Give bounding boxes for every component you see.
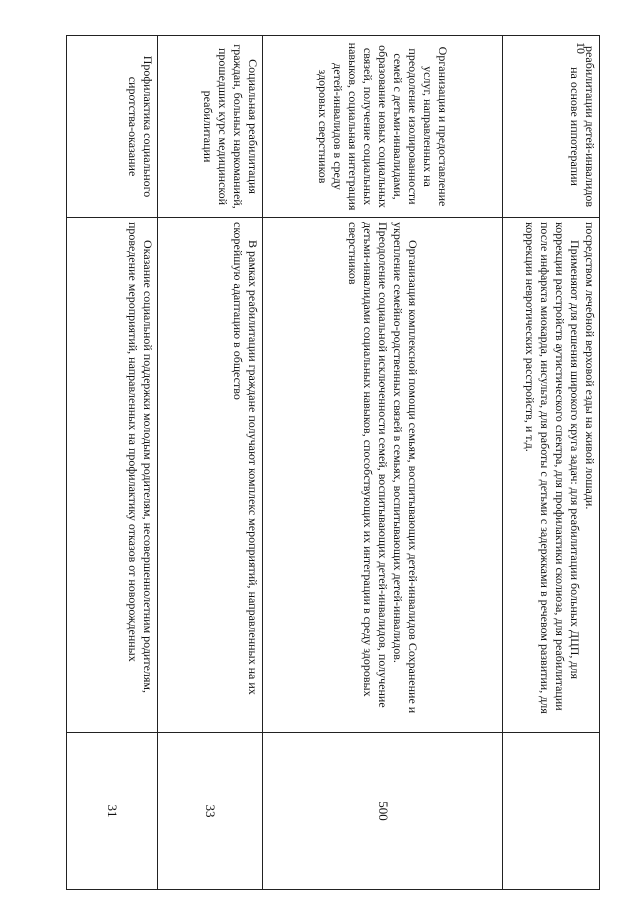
service-name: реабилитации детей-инвалидов на основе иппотерапии [503,36,600,218]
services-table [66,35,600,890]
services-table-frame [66,35,600,889]
service-description [67,218,158,733]
service-name: Организация и предоставление услуг, направленных на преодоление изолированности семей с детьми-инвалидами, образование новых социальных связей, получение социальных навыков, социальная интеграция детей-инвалидов в среду здоровых сверстников [263,36,503,218]
description-paragraph: Применяют для решения широкого круга задач: для реабилитации больных ДЦП, для коррекции расстройств аутистического спектра, для профилактики сколиоза, для реабилитации после инфаркта миокарда, инсульта, для работы с детьми с задержками в речевом развитии, для коррекции невротических расстройств, и т.д. [523,222,582,714]
page-number: 10 [574,42,588,54]
table-row [67,36,158,890]
description-paragraph: посредством лечебной верховой езды на живой лошади. [583,222,597,510]
table-row [158,36,263,890]
service-name: Профилактика социального сиротства-оказание [67,36,158,218]
service-value: 33 [158,733,263,890]
description-paragraph: Оказание социальной поддержки молодым родителям, несовершеннолетним родителям, проведение мероприятий, направленных на профилактику отказов от новорожденных [126,222,155,694]
description-paragraph: Организация комплексной помощи семьям, воспитывающих детей-инвалидов Сохранение и укрепление семейно-родственных связей в семьях, воспитывающих детей-инвалидов. Преодоление социальной исключенности семей, воспитывающих детей-инвалидов, получение детьми-инвалидами социальных навыков, способствующих их интеграции в среду здоровых сверстников [346,222,420,714]
description-paragraph: В рамках реабилитации граждане получают комплекс мероприятий, направленных на их скорейшую адаптацию в общество [231,222,260,695]
service-value: 31 [67,733,158,890]
service-description [158,218,263,733]
table-row [503,36,600,890]
service-value [503,733,600,890]
service-name: Социальная реабилитация граждан, больных наркоманией, прошедших курс медицинской реабилитации [158,36,263,218]
service-value: 500 [263,733,503,890]
table-row [263,36,503,890]
service-description [503,218,600,733]
service-description [263,218,503,733]
